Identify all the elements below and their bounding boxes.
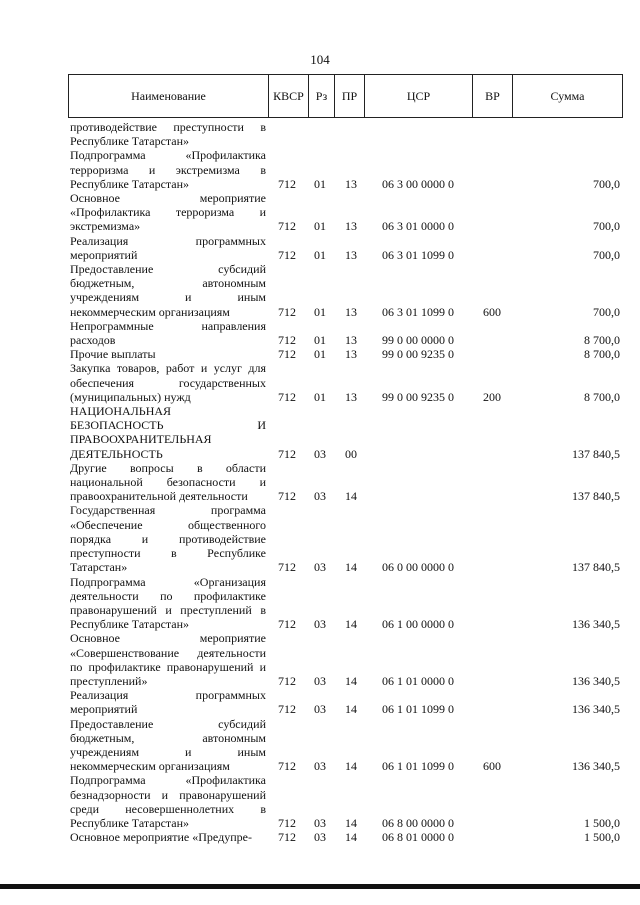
row-rz: 03 (314, 759, 326, 774)
row-kvsr: 712 (278, 560, 296, 575)
row-name: Предоставление субсидий бюджетным, автономным учреждениям и иным некоммерческим организациям (70, 716, 266, 774)
row-csr: 99 0 00 0000 0 (382, 333, 454, 348)
table-row (70, 688, 620, 716)
row-csr: 06 3 01 0000 0 (382, 219, 454, 234)
row-name: Закупка товаров, работ и услуг для обеспечения государственных (муниципальных) нужд (70, 361, 266, 404)
row-rz: 01 (314, 347, 326, 362)
table-row (70, 830, 620, 844)
row-csr: 06 1 01 1099 0 (382, 702, 454, 717)
row-rz: 03 (314, 560, 326, 575)
row-kvsr: 712 (278, 759, 296, 774)
row-sum: 700,0 (593, 304, 620, 319)
table-body (70, 120, 620, 844)
table-row (70, 148, 620, 191)
row-kvsr: 712 (278, 389, 296, 404)
row-sum: 1 500,0 (584, 815, 620, 830)
header-rz: Рз (309, 75, 335, 117)
row-pr: 13 (345, 247, 357, 262)
row-pr: 14 (345, 759, 357, 774)
row-name: Основное мероприятие «Совершенствование деятельности по профилактике правонарушений и преступлений» (70, 631, 266, 688)
table-row (70, 262, 620, 319)
row-csr: 06 0 00 0000 0 (382, 560, 454, 575)
table-row (70, 575, 620, 632)
row-sum: 8 700,0 (584, 347, 620, 362)
row-csr: 06 8 00 0000 0 (382, 815, 454, 830)
row-rz: 03 (314, 489, 326, 504)
row-pr: 00 (345, 446, 357, 461)
table-row (70, 461, 620, 504)
row-kvsr: 712 (278, 347, 296, 362)
table-row (70, 361, 620, 404)
row-rz: 01 (314, 389, 326, 404)
row-sum: 1 500,0 (584, 830, 620, 845)
row-name: Предоставление субсидий бюджетным, автономным учреждениям и иным некоммерческим организациям (70, 262, 266, 319)
row-rz: 03 (314, 830, 326, 845)
row-name: Государственная программа «Обеспечение общественного порядка и противодействие преступности в Республике Татарстан» (70, 503, 266, 575)
row-kvsr: 712 (278, 815, 296, 830)
row-name: Реализация программных мероприятий (70, 233, 266, 262)
row-kvsr: 712 (278, 673, 296, 688)
row-kvsr: 712 (278, 446, 296, 461)
row-sum: 700,0 (593, 219, 620, 234)
table-row (70, 234, 620, 262)
row-sum: 137 840,5 (572, 446, 620, 461)
row-name: Непрограммные направления расходов (70, 318, 266, 348)
row-name: противодействие преступности в Республике Татарстан» (70, 120, 266, 149)
row-rz: 03 (314, 617, 326, 632)
table-header (68, 74, 623, 118)
header-vr: ВР (473, 75, 513, 117)
row-csr: 06 8 01 0000 0 (382, 830, 454, 845)
row-sum: 136 340,5 (572, 617, 620, 632)
header-name: Наименование (69, 75, 269, 117)
row-name: Другие вопросы в области национальной безопасности и правоохранительной деятельности (70, 460, 266, 504)
row-sum: 136 340,5 (572, 673, 620, 688)
row-pr: 13 (345, 176, 357, 191)
row-csr: 06 3 01 1099 0 (382, 247, 454, 262)
row-pr: 13 (345, 389, 357, 404)
row-kvsr: 712 (278, 219, 296, 234)
row-kvsr: 712 (278, 702, 296, 717)
row-sum: 700,0 (593, 247, 620, 262)
row-pr: 14 (345, 673, 357, 688)
table-row (70, 319, 620, 347)
row-kvsr: 712 (278, 176, 296, 191)
row-name: Подпрограмма «Профилактика терроризма и экстремизма в Республике Татарстан» (70, 148, 266, 191)
page-number: 104 (310, 52, 330, 67)
header-sum: Сумма (550, 88, 585, 103)
row-csr: 06 3 01 1099 0 (382, 304, 454, 319)
row-kvsr: 712 (278, 247, 296, 262)
row-rz: 03 (314, 702, 326, 717)
row-kvsr: 712 (278, 617, 296, 632)
table-row (70, 773, 620, 830)
row-kvsr: 712 (278, 489, 296, 504)
row-rz: 01 (314, 304, 326, 319)
table-row (70, 404, 620, 461)
row-rz: 03 (314, 446, 326, 461)
row-vr: 600 (483, 304, 501, 319)
row-pr: 14 (345, 489, 357, 504)
row-vr: 600 (483, 759, 501, 774)
row-sum: 8 700,0 (584, 333, 620, 348)
row-csr: 06 1 01 1099 0 (382, 759, 454, 774)
table-row (70, 503, 620, 574)
row-rz: 03 (314, 815, 326, 830)
table-row (70, 717, 620, 774)
row-kvsr: 712 (278, 830, 296, 845)
row-name: Основное мероприятие «Профилактика терроризма и экстремизма» (70, 191, 266, 234)
row-name: Основное мероприятие «Предупре- (70, 830, 252, 845)
row-rz: 03 (314, 673, 326, 688)
row-sum: 700,0 (593, 176, 620, 191)
row-rz: 01 (314, 176, 326, 191)
table-row (70, 631, 620, 688)
row-csr: 06 1 01 0000 0 (382, 673, 454, 688)
row-sum: 8 700,0 (584, 389, 620, 404)
row-sum: 137 840,5 (572, 489, 620, 504)
row-pr: 14 (345, 830, 357, 845)
row-sum: 136 340,5 (572, 702, 620, 717)
row-csr: 06 1 00 0000 0 (382, 617, 454, 632)
header-pr: ПР (335, 75, 365, 117)
header-kvsr: КВСР (269, 75, 309, 117)
row-pr: 14 (345, 560, 357, 575)
row-name: Подпрограмма «Профилактика безнадзорности и правонарушений среди несовершеннолетних в Республике Татарстан» (70, 773, 266, 830)
table-row (70, 120, 620, 148)
row-name: НАЦИОНАЛЬНАЯ БЕЗОПАСНОСТЬ И ПРАВООХРАНИТЕЛЬНАЯ ДЕЯТЕЛЬНОСТЬ (70, 404, 266, 461)
row-kvsr: 712 (278, 333, 296, 348)
row-rz: 01 (314, 247, 326, 262)
bottom-border (0, 884, 640, 889)
row-rz: 01 (314, 219, 326, 234)
row-kvsr: 712 (278, 304, 296, 319)
row-sum: 137 840,5 (572, 560, 620, 575)
row-pr: 13 (345, 347, 357, 362)
table-row (70, 347, 620, 361)
table-row (70, 191, 620, 234)
row-name: Реализация программных мероприятий (70, 688, 266, 717)
row-pr: 14 (345, 702, 357, 717)
header-csr: ЦСР (365, 75, 473, 117)
row-csr: 99 0 00 9235 0 (382, 347, 454, 362)
row-vr: 200 (483, 389, 501, 404)
row-name: Подпрограмма «Организация деятельности по профилактике правонарушений и преступлений в Республике Татарстан» (70, 574, 266, 632)
row-pr: 14 (345, 815, 357, 830)
row-rz: 01 (314, 333, 326, 348)
row-pr: 13 (345, 304, 357, 319)
row-pr: 13 (345, 333, 357, 348)
row-name: Прочие выплаты (70, 347, 156, 362)
row-pr: 14 (345, 617, 357, 632)
row-sum: 136 340,5 (572, 759, 620, 774)
row-csr: 06 3 00 0000 0 (382, 176, 454, 191)
row-pr: 13 (345, 219, 357, 234)
row-csr: 99 0 00 9235 0 (382, 389, 454, 404)
